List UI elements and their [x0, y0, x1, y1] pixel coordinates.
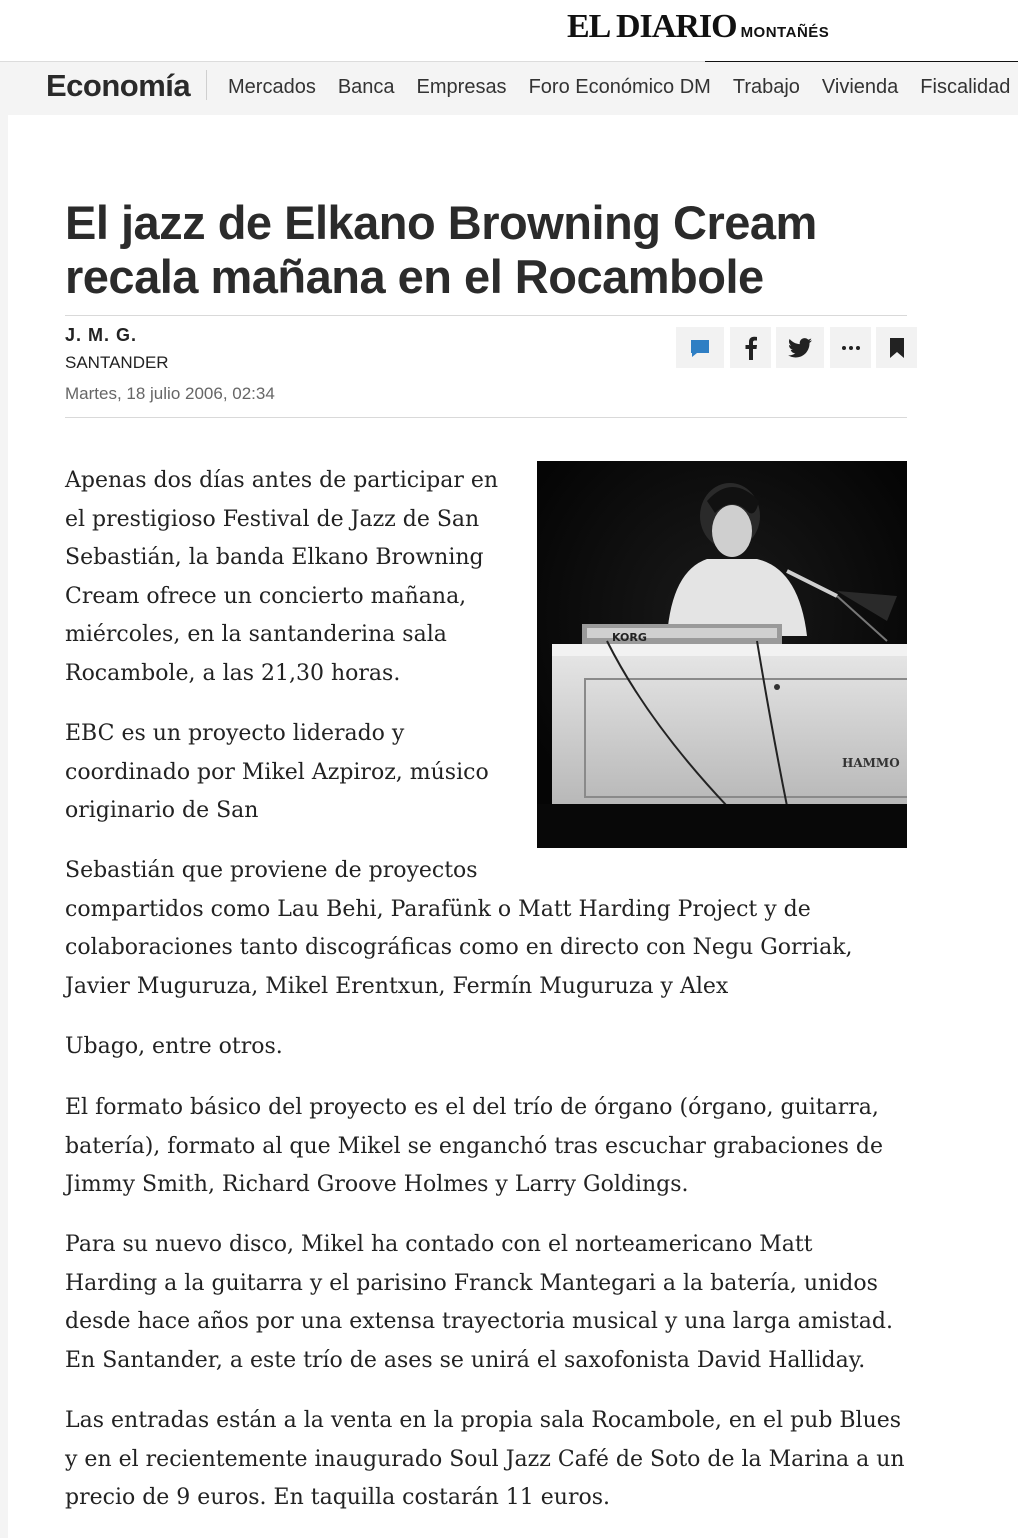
facebook-share-button[interactable] [730, 327, 771, 368]
paragraph-line: Cream ofrece un concierto mañana, [65, 583, 467, 609]
korg-label: KORG [612, 631, 647, 644]
comment-icon [689, 337, 711, 359]
paragraph-line: batería), formato al que Mikel se enganchó tras escuchar grabaciones de [65, 1133, 883, 1159]
twitter-share-button[interactable] [776, 327, 824, 368]
section-nav [0, 61, 1018, 115]
paragraph-line: El formato básico del proyecto es el del trío de órgano (órgano, guitarra, [65, 1095, 879, 1120]
article-photo[interactable] [537, 461, 907, 848]
paragraph-line: miércoles, en la santanderina sala [65, 622, 447, 647]
paragraph-line: precio de 9 euros. En taquilla costarán 11 euros. [65, 1485, 611, 1510]
paragraph-line: compartidos como Lau Behi, Parafünk o Matt Harding Project y de [65, 896, 811, 922]
paragraph-line: Sebastián, la banda Elkano Browning [65, 545, 484, 570]
paragraph-line: Las entradas están a la venta en la propia sala Rocambole, en el pub Blues [65, 1408, 902, 1433]
divider [65, 417, 907, 418]
nav-item-trabajo[interactable]: Trabajo [732, 76, 800, 98]
paragraph-line: originario de San [65, 798, 259, 823]
masthead [0, 0, 1018, 60]
paragraph-line: Javier Muguruza, Mikel Erentxun, Fermín Muguruza y Alex [65, 973, 729, 999]
article-paragraph-2 [65, 715, 525, 831]
share-bar [676, 327, 917, 368]
article-paragraph-3 [65, 852, 907, 1006]
paragraph-line: Sebastián que proviene de proyectos [65, 858, 478, 883]
article-paragraph-6 [65, 1226, 907, 1380]
article-paragraph-7 [65, 1402, 907, 1518]
nav-divider [206, 70, 207, 100]
paragraph-line: En Santander, a este trío de ases se unirá el saxofonista David Halliday. [65, 1347, 866, 1373]
nav-item-mercados[interactable]: Mercados [228, 76, 316, 98]
paragraph-line: Jimmy Smith, Richard Groove Holmes y Larry Goldings. [65, 1172, 689, 1197]
paragraph-line: Harding a la guitarra y el parisino Franck Mantegari a la batería, unidos [65, 1270, 878, 1296]
facebook-icon [744, 336, 758, 360]
section-title[interactable]: Economía [46, 68, 191, 103]
masthead-rule [705, 61, 1018, 62]
paragraph-line: coordinado por Mikel Azpiroz, músico [65, 759, 489, 785]
nav-item-empresas[interactable]: Empresas [416, 76, 507, 98]
paragraph-line: desde hace años por una extensa trayectoria musical y una larga amistad. [65, 1309, 893, 1334]
bookmark-icon [889, 337, 905, 359]
twitter-icon [788, 338, 812, 358]
more-icon [841, 345, 861, 351]
paragraph-line: Para su nuevo disco, Mikel ha contado con el norteamericano Matt [65, 1232, 813, 1257]
more-share-button[interactable] [830, 327, 871, 368]
paragraph-line: EBC es un proyecto liderado y [65, 721, 405, 746]
paragraph-line: Rocambole, a las 21,30 horas. [65, 660, 401, 686]
divider [65, 315, 907, 316]
article-paragraph-4 [65, 1028, 907, 1067]
article-location: SANTANDER [65, 353, 169, 372]
article-paragraph-5 [65, 1089, 907, 1205]
comment-button[interactable] [676, 327, 724, 368]
article-paragraph-1 [65, 462, 525, 693]
nav-item-foro-economico[interactable]: Foro Económico DM [528, 76, 711, 98]
page-gutter [0, 114, 8, 1538]
musician-photo-illustration [537, 461, 907, 848]
paragraph-line: colaboraciones tanto discográficas como en directo con Negu Gorriak, [65, 935, 853, 960]
section-nav-items [228, 76, 1018, 99]
paragraph-line: y en el recientemente inaugurado Soul Jazz Café de Soto de la Marina a un [65, 1446, 905, 1472]
site-logo[interactable] [567, 8, 829, 46]
nav-item-banca[interactable]: Banca [337, 76, 395, 98]
nav-item-fiscalidad[interactable]: Fiscalidad [920, 76, 1011, 98]
hammond-label: HAMMO [842, 756, 900, 770]
paragraph-line: el prestigioso Festival de Jazz de San [65, 506, 480, 532]
paragraph-line: Apenas dos días antes de participar en [65, 468, 499, 493]
nav-item-vivienda[interactable]: Vivienda [821, 76, 899, 98]
article-date: Martes, 18 julio 2006, 02:34 [65, 384, 275, 403]
logo-sub-text: MONTAÑÉS [740, 24, 830, 41]
article-headline: El jazz de Elkano Browning Cream recala mañana en el Rocambole [65, 196, 817, 303]
article-author[interactable]: J. M. G. [65, 325, 138, 345]
logo-main-text: EL DIARIO [567, 8, 737, 45]
paragraph-line: Ubago, entre otros. [65, 1034, 283, 1059]
bookmark-button[interactable] [876, 327, 917, 368]
